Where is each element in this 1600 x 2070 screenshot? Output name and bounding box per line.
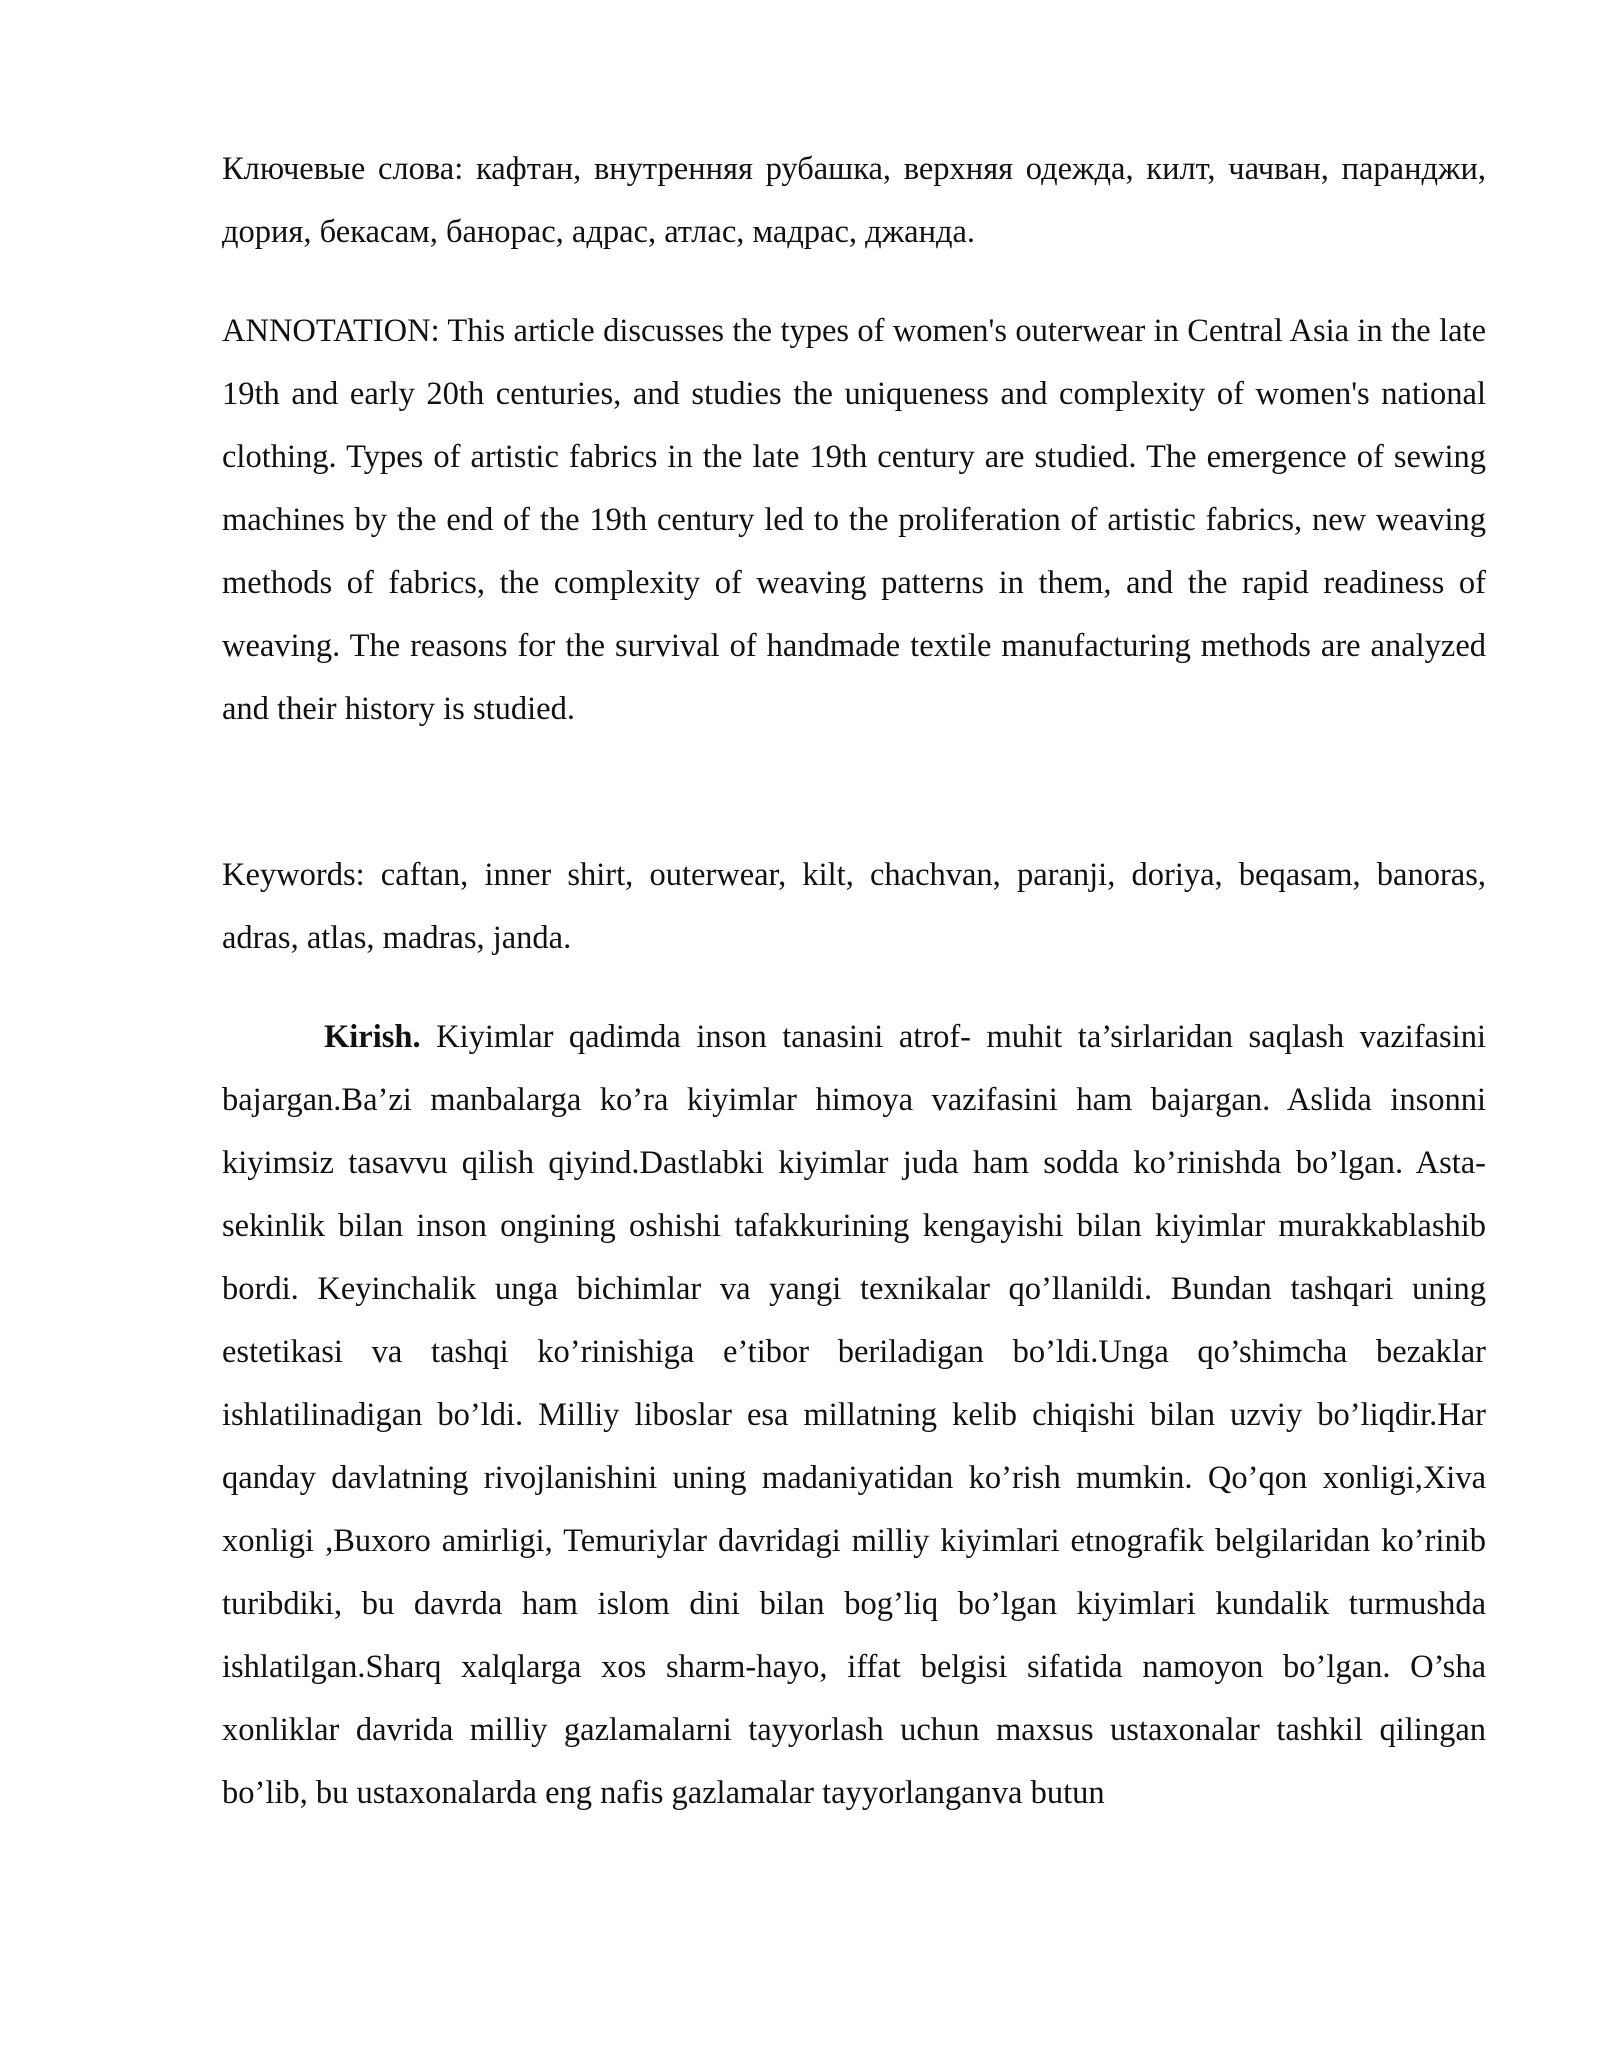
keywords-english-paragraph: Keywords: caftan, inner shirt, outerwear, kilt, chachvan, paranji, doriya, beqasam, banoras, adras, atlas, madras, janda. xyxy=(222,857,1486,956)
introduction-paragraph xyxy=(222,1006,1486,1825)
annotation-paragraph: ANNOTATION: This article discusses the types of women's outerwear in Central Asia in the late 19th and early 20th centuries, and studies the uniqueness and complexity of women's national clothing. Types of artistic fabrics in the late 19th century are studied. The emergence of sewing machines by the end of the 19th century led to the proliferation of artistic fabrics, new weaving methods of fabrics, the complexity of weaving patterns in them, and the rapid readiness of weaving. The reasons for the survival of handmade textile manufacturing methods are analyzed and their history is studied. xyxy=(222,313,1486,727)
introduction-body: Kiyimlar qadimda inson tanasini atrof- muhit ta’sirlaridan saqlash vazifasini bajargan.Ba’zi manbalarga ko’ra kiyimlar himoya vazifasini ham bajargan. Aslida insonni kiyimsiz tasavvu qilish qiyind.Dastlabki kiyimlar juda ham sodda ko’rinishda bo’lgan. Asta- sekinlik bilan inson ongining oshishi tafakkurining kengayishi bilan kiyimlar murakkablashib bordi. Keyinchalik unga bichimlar va yangi texnikalar qo’llanildi. Bundan tashqari uning estetikasi va tashqi ko’rinishiga e’tibor beriladigan bo’ldi.Unga qo’shimcha bezaklar ishlatilinadigan bo’ldi. Milliy liboslar esa millatning kelib chiqishi bilan uzviy bo’liqdir.Har qanday davlatning rivojlanishini uning madaniyatidan ko’rish mumkin. Qo’qon xonligi,Xiva xonligi ,Buxoro amirligi, Temuriylar davridagi milliy kiyimlari etnografik belgilaridan ko’rinib turibdiki, bu davrda ham islom dini bilan bog’liq bo’lgan kiyimlari kundalik turmushda ishlatilgan.Sharq xalqlarga xos sharm-hayo, iffat belgisi sifatida namoyon bo’lgan. O’sha xonliklar davrida milliy gazlamalarni tayyorlash uchun maxsus ustaxonalar tashkil qilingan bo’lib, bu ustaxonalarda eng nafis gazlamalar tayyorlanganva butun xyxy=(222,1019,1486,1811)
introduction-heading: Kirish. xyxy=(324,1019,421,1055)
keywords-russian-paragraph: Ключевые слова: кафтан, внутренняя рубашка, верхняя одежда, килт, чачван, паранджи, дория, бекасам, банорас, адрас, атлас, мадрас, джанда. xyxy=(222,151,1486,250)
